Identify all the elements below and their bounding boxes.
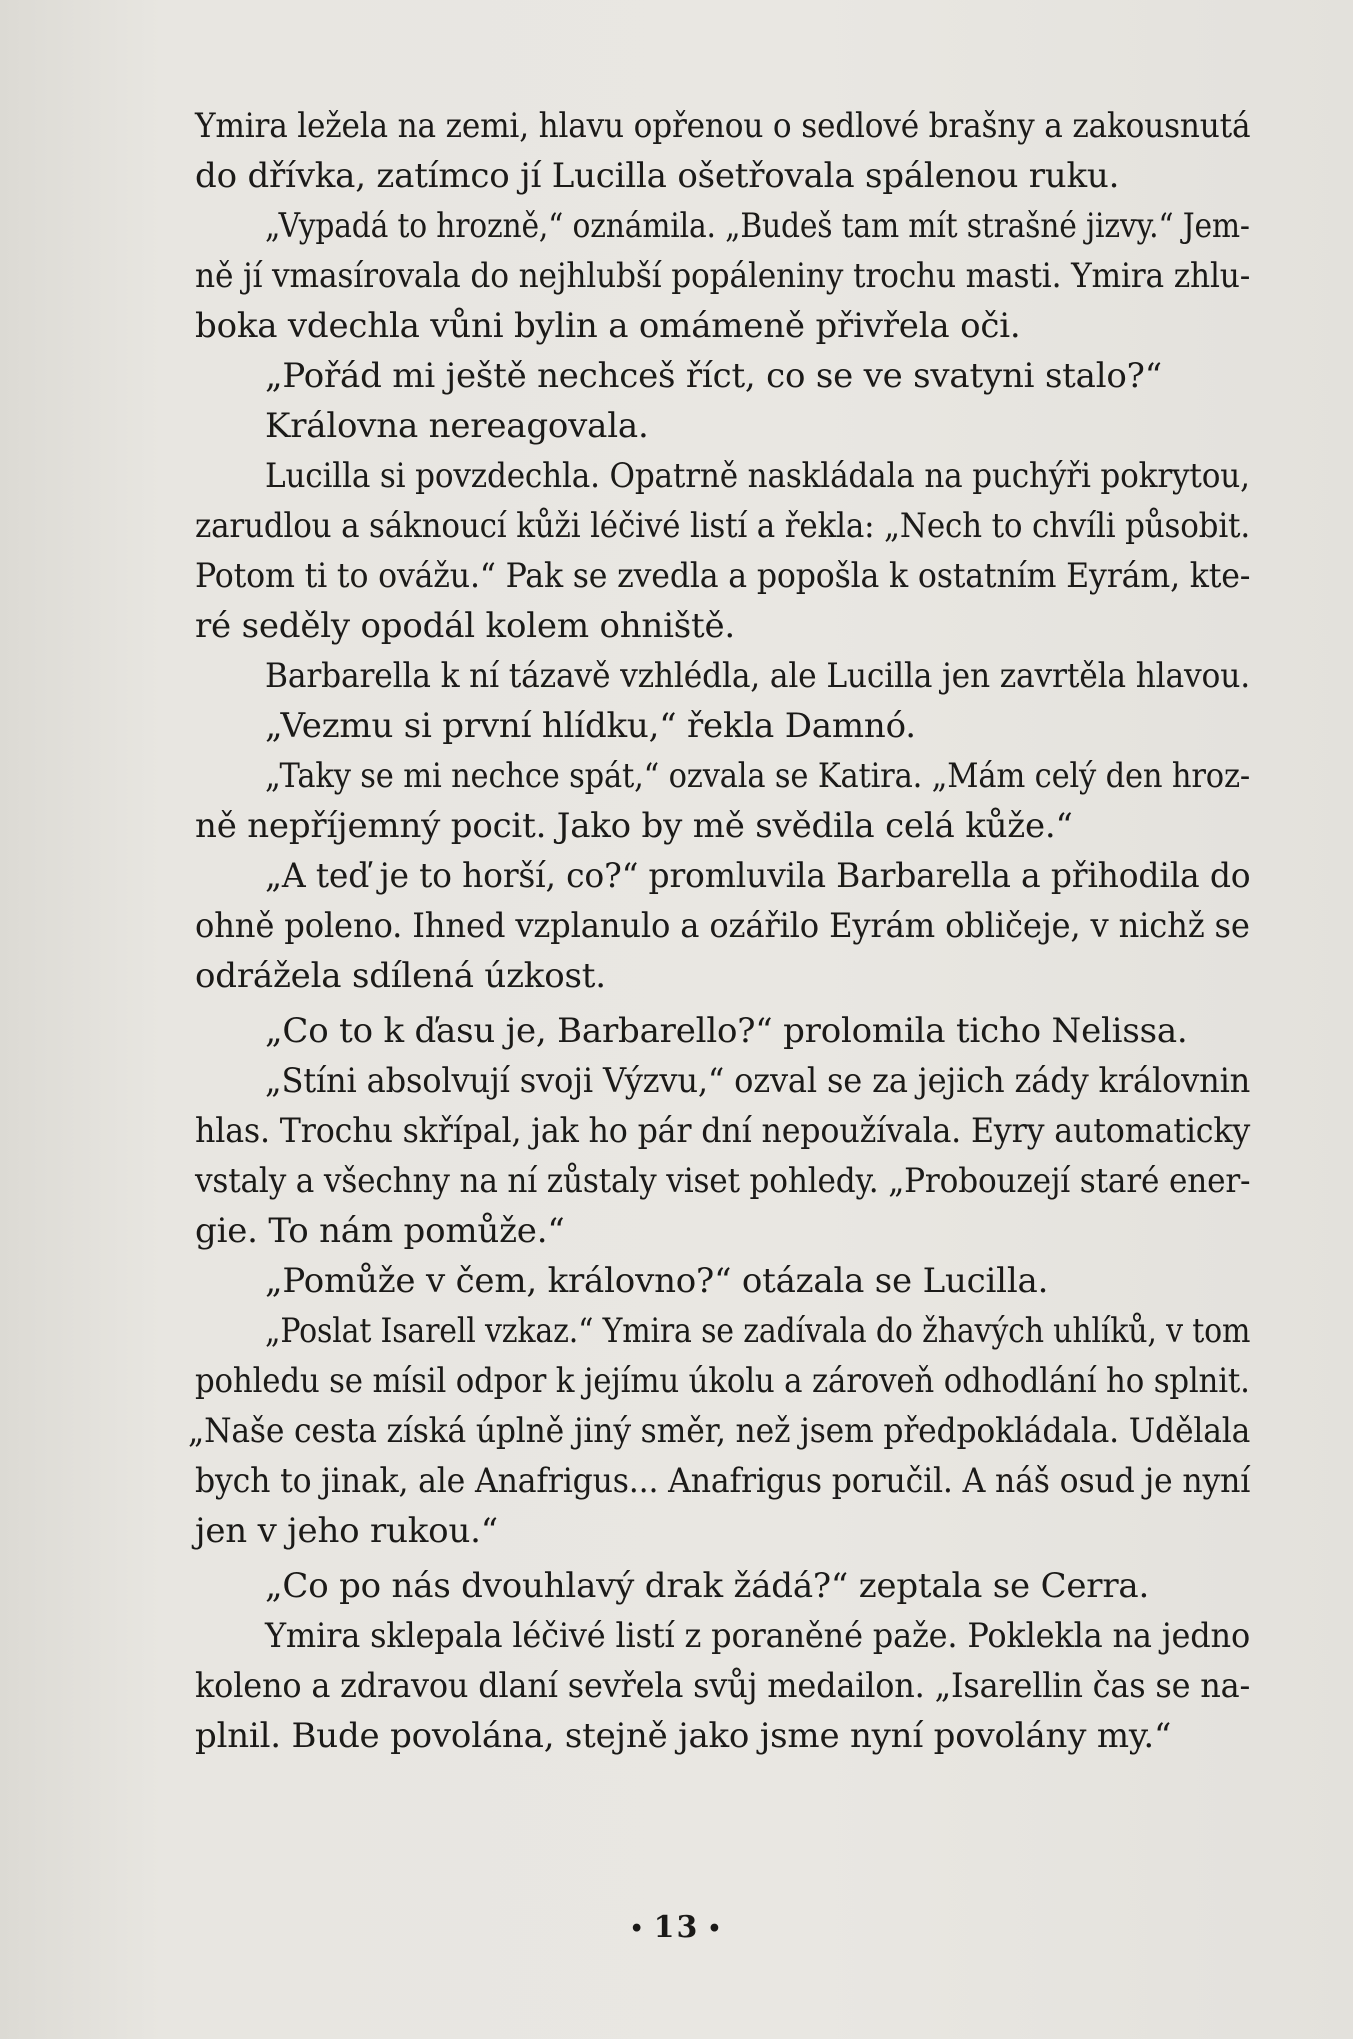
text-line: „Taky se mi nechce spát,“ ozvala se Katira. „Mám celý den hroz- [265,756,1251,796]
text-line: Potom ti to ovážu.“ Pak se zvedla a popošla k ostatním Eyrám, kte- [195,556,1251,596]
text-line: ohně poleno. Ihned vzplanulo a ozářilo Eyrám obličeje, v nichž se [195,906,1250,946]
text-line: plnil. Bude povolána, stejně jako jsme nyní povolány my.“ [195,1716,1172,1756]
text-line: boka vdechla vůni bylin a omámeně přivřela oči. [195,306,1021,346]
text-line: „Pořád mi ještě nechceš říct, co se ve svatyni stalo?“ [265,356,1162,396]
text-line: Ymira sklepala léčivé listí z poraněné paže. Poklekla na jedno [265,1616,1251,1656]
text-line: „Co to k ďasu je, Barbarello?“ prolomila ticho Nelissa. [265,1011,1188,1051]
bullet-icon: • [629,1916,646,1942]
text-line: ně nepříjemný pocit. Jako by mě svědila celá kůže.“ [195,806,1073,846]
text-line: „Vezmu si první hlídku,“ řekla Damnó. [265,706,916,746]
text-line: „Stíni absolvují svoji Výzvu,“ ozval se za jejich zády královnin [265,1061,1251,1101]
text-line: do dřívka, zatímco jí Lucilla ošetřovala spálenou ruku. [195,156,1120,196]
text-line: vstaly a všechny na ní zůstaly viset pohledy. „Probouzejí staré ener- [195,1161,1251,1201]
text-line: ně jí vmasírovala do nejhlubší popáleniny trochu masti. Ymira zhlu- [195,256,1251,296]
text-line: koleno a zdravou dlaní sevřela svůj medailon. „Isarellin čas se na- [195,1666,1251,1706]
text-line: „Co po nás dvouhlavý drak žádá?“ zeptala se Cerra. [265,1566,1150,1606]
text-line: „A teď je to horší, co?“ promluvila Barbarella a přihodila do [265,856,1251,896]
text-line: „Vypadá to hrozně,“ oznámila. „Budeš tam mít strašné jizvy.“ Jem- [265,206,1250,246]
page-number-value: 13 [653,1910,700,1945]
bullet-icon: • [707,1916,724,1942]
page-number [0,1908,1353,1949]
text-line: „Naše cesta získá úplně jiný směr, než jsem předpokládala. Udělala [188,1411,1251,1451]
text-line: ré seděly opodál kolem ohniště. [195,606,736,646]
text-line: Lucilla si povzdechla. Opatrně naskládala na puchýři pokrytou, [265,456,1250,496]
text-line: jen v jeho rukou.“ [195,1511,498,1551]
text-line: odrážela sdílená úzkost. [195,956,606,996]
text-line: „Pomůže v čem, královno?“ otázala se Lucilla. [265,1261,1049,1301]
text-line: „Poslat Isarell vzkaz.“ Ymira se zadívala do žhavých uhlíků, v tom [265,1311,1251,1351]
text-line: bych to jinak, ale Anafrigus... Anafrigus poručil. A náš osud je nyní [195,1461,1251,1501]
text-line: zarudlou a sáknoucí kůži léčivé listí a řekla: „Nech to chvíli působit. [195,506,1250,546]
text-line: Barbarella k ní tázavě vzhlédla, ale Lucilla jen zavrtěla hlavou. [265,656,1250,696]
text-line: gie. To nám pomůže.“ [195,1211,565,1251]
text-line: Královna nereagovala. [265,406,649,446]
text-line: Ymira ležela na zemi, hlavu opřenou o sedlové brašny a zakousnutá [195,106,1251,146]
text-line: hlas. Trochu skřípal, jak ho pár dní nepoužívala. Eyry automaticky [195,1111,1251,1151]
text-line: pohledu se mísil odpor k jejímu úkolu a zároveň odhodlání ho splnit. [195,1361,1250,1401]
